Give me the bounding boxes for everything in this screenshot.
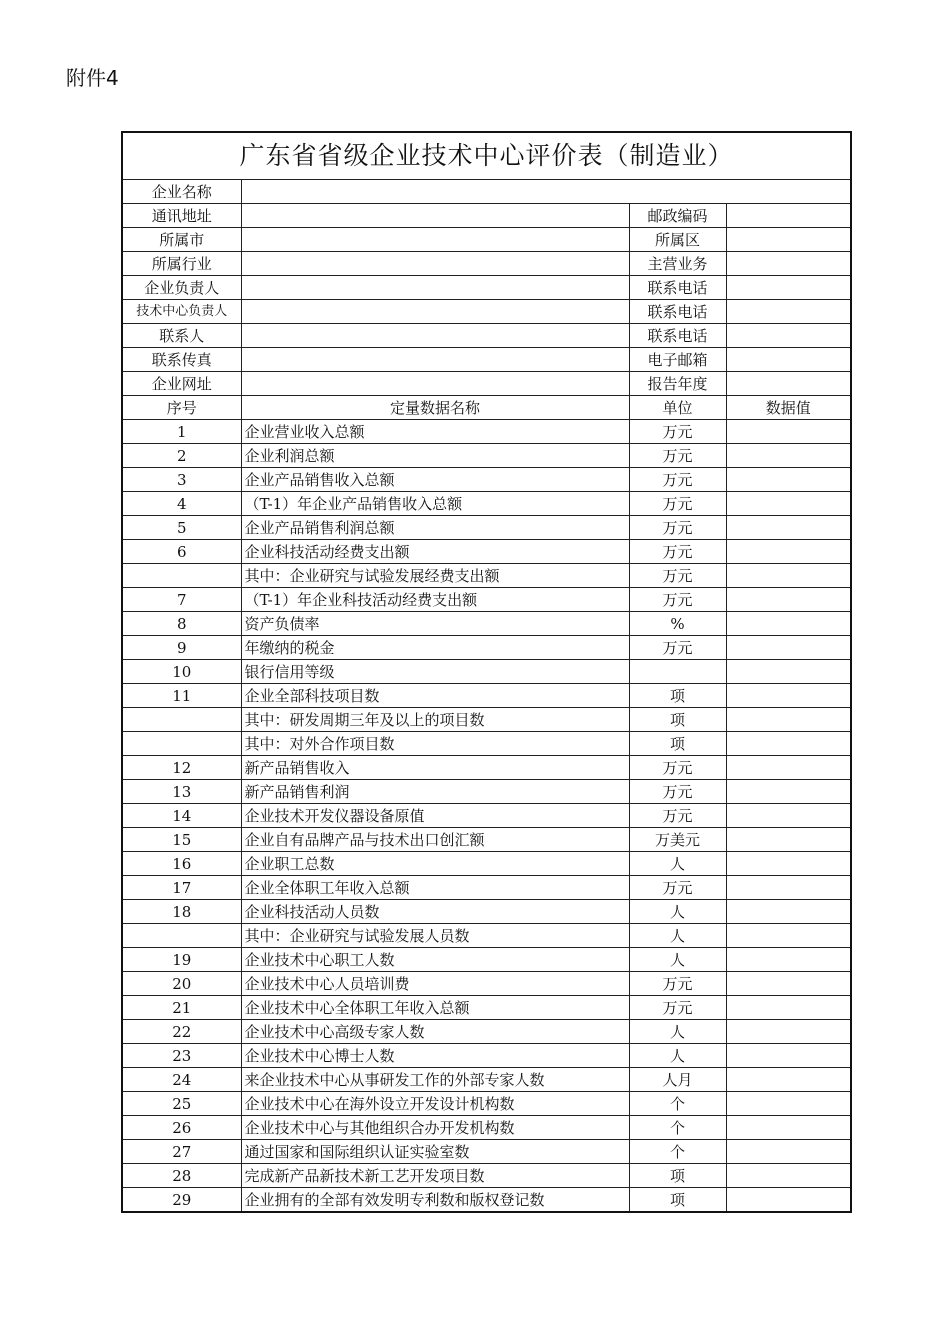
row-number: 2	[122, 444, 241, 468]
info-value-field[interactable]	[241, 276, 629, 300]
row-number	[122, 732, 241, 756]
row-number: 9	[122, 636, 241, 660]
row-number: 13	[122, 780, 241, 804]
row-number: 10	[122, 660, 241, 684]
info-label: 所属市	[122, 228, 241, 252]
row-indicator-name: 企业技术中心高级专家人数	[241, 1020, 629, 1044]
row-value-field[interactable]	[726, 1068, 851, 1092]
row-unit: 人	[629, 924, 726, 948]
row-value-field[interactable]	[726, 804, 851, 828]
row-number: 14	[122, 804, 241, 828]
row-indicator-name: 年缴纳的税金	[241, 636, 629, 660]
row-indicator-name: 企业自有品牌产品与技术出口创汇额	[241, 828, 629, 852]
row-number: 24	[122, 1068, 241, 1092]
table-row	[122, 1188, 851, 1213]
row-unit: 万元	[629, 492, 726, 516]
table-row	[122, 636, 851, 660]
row-value-field[interactable]	[726, 708, 851, 732]
row-value-field[interactable]	[726, 492, 851, 516]
evaluation-form-table	[121, 131, 852, 1213]
table-row	[122, 588, 851, 612]
table-row	[122, 708, 851, 732]
row-value-field[interactable]	[726, 876, 851, 900]
info-label: 联系电话	[629, 276, 726, 300]
row-indicator-name: 企业全部科技项目数	[241, 684, 629, 708]
row-value-field[interactable]	[726, 444, 851, 468]
row-value-field[interactable]	[726, 660, 851, 684]
row-unit: 个	[629, 1140, 726, 1164]
row-indicator-name: 其中：对外合作项目数	[241, 732, 629, 756]
row-number: 5	[122, 516, 241, 540]
row-unit: 项	[629, 1188, 726, 1213]
row-unit: 万元	[629, 444, 726, 468]
row-number	[122, 564, 241, 588]
row-unit: 项	[629, 1164, 726, 1188]
info-label: 所属行业	[122, 252, 241, 276]
row-indicator-name: 企业技术中心在海外设立开发设计机构数	[241, 1092, 629, 1116]
row-indicator-name: （T-1）年企业科技活动经费支出额	[241, 588, 629, 612]
row-value-field[interactable]	[726, 1044, 851, 1068]
info-value-field[interactable]	[241, 180, 851, 204]
info-value-field[interactable]	[241, 372, 629, 396]
row-unit: 万元	[629, 564, 726, 588]
table-row	[122, 732, 851, 756]
row-unit: 人	[629, 1020, 726, 1044]
info-value-field[interactable]	[726, 276, 851, 300]
table-row	[122, 420, 851, 444]
header-value: 数据值	[726, 396, 851, 420]
table-row	[122, 444, 851, 468]
row-value-field[interactable]	[726, 1116, 851, 1140]
row-number: 16	[122, 852, 241, 876]
info-value-field[interactable]	[726, 228, 851, 252]
table-row	[122, 516, 851, 540]
row-unit: 项	[629, 708, 726, 732]
info-label: 企业负责人	[122, 276, 241, 300]
row-unit: 万元	[629, 588, 726, 612]
row-value-field[interactable]	[726, 1164, 851, 1188]
row-number	[122, 924, 241, 948]
info-row	[122, 300, 851, 324]
info-label: 邮政编码	[629, 204, 726, 228]
info-value-field[interactable]	[241, 228, 629, 252]
row-number: 4	[122, 492, 241, 516]
info-value-field[interactable]	[726, 204, 851, 228]
row-indicator-name: 企业技术中心博士人数	[241, 1044, 629, 1068]
row-unit: 万元	[629, 540, 726, 564]
table-row	[122, 804, 851, 828]
info-value-field[interactable]	[726, 324, 851, 348]
info-value-field[interactable]	[241, 204, 629, 228]
info-row	[122, 348, 851, 372]
row-indicator-name: 资产负债率	[241, 612, 629, 636]
row-number: 17	[122, 876, 241, 900]
table-row	[122, 492, 851, 516]
row-indicator-name: 企业利润总额	[241, 444, 629, 468]
row-indicator-name: 企业职工总数	[241, 852, 629, 876]
row-indicator-name: 其中：企业研究与试验发展经费支出额	[241, 564, 629, 588]
row-indicator-name: 新产品销售收入	[241, 756, 629, 780]
row-indicator-name: 企业技术开发仪器设备原值	[241, 804, 629, 828]
row-indicator-name: 新产品销售利润	[241, 780, 629, 804]
info-value-field[interactable]	[726, 300, 851, 324]
row-value-field[interactable]	[726, 972, 851, 996]
row-number: 29	[122, 1188, 241, 1213]
info-value-field[interactable]	[726, 372, 851, 396]
row-number: 25	[122, 1092, 241, 1116]
row-value-field[interactable]	[726, 1188, 851, 1213]
table-row	[122, 660, 851, 684]
row-number: 6	[122, 540, 241, 564]
row-indicator-name: 其中：研发周期三年及以上的项目数	[241, 708, 629, 732]
row-unit: 万元	[629, 996, 726, 1020]
row-unit: 项	[629, 732, 726, 756]
table-row	[122, 948, 851, 972]
row-value-field[interactable]	[726, 828, 851, 852]
row-unit: 万元	[629, 516, 726, 540]
table-row	[122, 996, 851, 1020]
row-unit: 人	[629, 948, 726, 972]
row-indicator-name: 企业产品销售收入总额	[241, 468, 629, 492]
info-row	[122, 180, 851, 204]
info-row	[122, 372, 851, 396]
row-number: 26	[122, 1116, 241, 1140]
row-number: 27	[122, 1140, 241, 1164]
info-label: 所属区	[629, 228, 726, 252]
info-label: 企业名称	[122, 180, 241, 204]
table-row	[122, 780, 851, 804]
row-value-field[interactable]	[726, 420, 851, 444]
table-row	[122, 852, 851, 876]
row-unit: 万元	[629, 876, 726, 900]
table-row	[122, 924, 851, 948]
info-label: 企业网址	[122, 372, 241, 396]
header-unit: 单位	[629, 396, 726, 420]
info-label: 联系电话	[629, 324, 726, 348]
row-number: 12	[122, 756, 241, 780]
info-label: 电子邮箱	[629, 348, 726, 372]
info-label: 联系电话	[629, 300, 726, 324]
table-row	[122, 684, 851, 708]
row-unit: 万元	[629, 972, 726, 996]
row-unit: 万元	[629, 804, 726, 828]
row-unit: 个	[629, 1092, 726, 1116]
table-row	[122, 900, 851, 924]
row-unit: 项	[629, 684, 726, 708]
row-indicator-name: 通过国家和国际组织认证实验室数	[241, 1140, 629, 1164]
row-indicator-name: 企业技术中心与其他组织合办开发机构数	[241, 1116, 629, 1140]
row-unit: 万元	[629, 780, 726, 804]
row-value-field[interactable]	[726, 1140, 851, 1164]
row-indicator-name: 企业技术中心全体职工年收入总额	[241, 996, 629, 1020]
row-indicator-name: 完成新产品新技术新工艺开发项目数	[241, 1164, 629, 1188]
row-number: 8	[122, 612, 241, 636]
row-value-field[interactable]	[726, 1092, 851, 1116]
info-label: 主营业务	[629, 252, 726, 276]
info-row	[122, 252, 851, 276]
info-row	[122, 228, 851, 252]
row-value-field[interactable]	[726, 948, 851, 972]
row-value-field[interactable]	[726, 924, 851, 948]
row-value-field[interactable]	[726, 540, 851, 564]
table-row	[122, 1092, 851, 1116]
info-label: 通讯地址	[122, 204, 241, 228]
table-header-row	[122, 396, 851, 420]
header-name: 定量数据名称	[241, 396, 629, 420]
row-unit: %	[629, 612, 726, 636]
row-indicator-name: 企业技术中心职工人数	[241, 948, 629, 972]
row-indicator-name: 企业营业收入总额	[241, 420, 629, 444]
row-value-field[interactable]	[726, 468, 851, 492]
info-label: 联系人	[122, 324, 241, 348]
info-label: 技术中心负责人	[122, 300, 241, 324]
row-number: 28	[122, 1164, 241, 1188]
row-number: 3	[122, 468, 241, 492]
row-indicator-name: （T-1）年企业产品销售收入总额	[241, 492, 629, 516]
row-unit: 人	[629, 852, 726, 876]
row-number: 18	[122, 900, 241, 924]
row-value-field[interactable]	[726, 852, 851, 876]
table-row	[122, 468, 851, 492]
table-row	[122, 828, 851, 852]
info-label: 联系传真	[122, 348, 241, 372]
row-indicator-name: 来企业技术中心从事研发工作的外部专家人数	[241, 1068, 629, 1092]
info-label: 报告年度	[629, 372, 726, 396]
row-number: 23	[122, 1044, 241, 1068]
row-number: 21	[122, 996, 241, 1020]
info-value-field[interactable]	[241, 252, 629, 276]
info-value-field[interactable]	[241, 348, 629, 372]
row-unit: 人月	[629, 1068, 726, 1092]
table-row	[122, 1164, 851, 1188]
row-unit: 万元	[629, 468, 726, 492]
row-value-field[interactable]	[726, 756, 851, 780]
table-row	[122, 972, 851, 996]
table-row	[122, 1068, 851, 1092]
row-value-field[interactable]	[726, 612, 851, 636]
row-unit: 万美元	[629, 828, 726, 852]
info-value-field[interactable]	[241, 300, 629, 324]
table-row	[122, 540, 851, 564]
row-indicator-name: 企业拥有的全部有效发明专利数和版权登记数	[241, 1188, 629, 1213]
row-value-field[interactable]	[726, 684, 851, 708]
info-value-field[interactable]	[726, 252, 851, 276]
row-unit: 个	[629, 1116, 726, 1140]
row-number: 22	[122, 1020, 241, 1044]
info-row	[122, 276, 851, 300]
row-unit: 万元	[629, 756, 726, 780]
form-title: 广东省省级企业技术中心评价表（制造业）	[122, 132, 851, 180]
row-unit: 人	[629, 1044, 726, 1068]
row-value-field[interactable]	[726, 588, 851, 612]
row-number	[122, 708, 241, 732]
row-value-field[interactable]	[726, 996, 851, 1020]
row-indicator-name: 其中：企业研究与试验发展人员数	[241, 924, 629, 948]
table-row	[122, 1140, 851, 1164]
row-value-field[interactable]	[726, 900, 851, 924]
row-value-field[interactable]	[726, 636, 851, 660]
row-number: 7	[122, 588, 241, 612]
attachment-label: 附件4	[66, 66, 119, 90]
table-row	[122, 1044, 851, 1068]
row-indicator-name: 企业科技活动经费支出额	[241, 540, 629, 564]
table-row	[122, 564, 851, 588]
info-value-field[interactable]	[241, 324, 629, 348]
row-indicator-name: 银行信用等级	[241, 660, 629, 684]
row-unit	[629, 660, 726, 684]
info-row	[122, 324, 851, 348]
info-row	[122, 204, 851, 228]
table-row	[122, 1116, 851, 1140]
row-value-field[interactable]	[726, 516, 851, 540]
row-value-field[interactable]	[726, 564, 851, 588]
table-row	[122, 876, 851, 900]
row-indicator-name: 企业全体职工年收入总额	[241, 876, 629, 900]
row-indicator-name: 企业产品销售利润总额	[241, 516, 629, 540]
row-unit: 人	[629, 900, 726, 924]
row-number: 15	[122, 828, 241, 852]
row-number: 19	[122, 948, 241, 972]
row-number: 20	[122, 972, 241, 996]
table-row	[122, 1020, 851, 1044]
row-indicator-name: 企业科技活动人员数	[241, 900, 629, 924]
table-row	[122, 612, 851, 636]
row-value-field[interactable]	[726, 1020, 851, 1044]
row-number: 1	[122, 420, 241, 444]
row-value-field[interactable]	[726, 732, 851, 756]
row-indicator-name: 企业技术中心人员培训费	[241, 972, 629, 996]
row-number: 11	[122, 684, 241, 708]
table-row	[122, 756, 851, 780]
info-value-field[interactable]	[726, 348, 851, 372]
row-value-field[interactable]	[726, 780, 851, 804]
header-no: 序号	[122, 396, 241, 420]
row-unit: 万元	[629, 420, 726, 444]
row-unit: 万元	[629, 636, 726, 660]
